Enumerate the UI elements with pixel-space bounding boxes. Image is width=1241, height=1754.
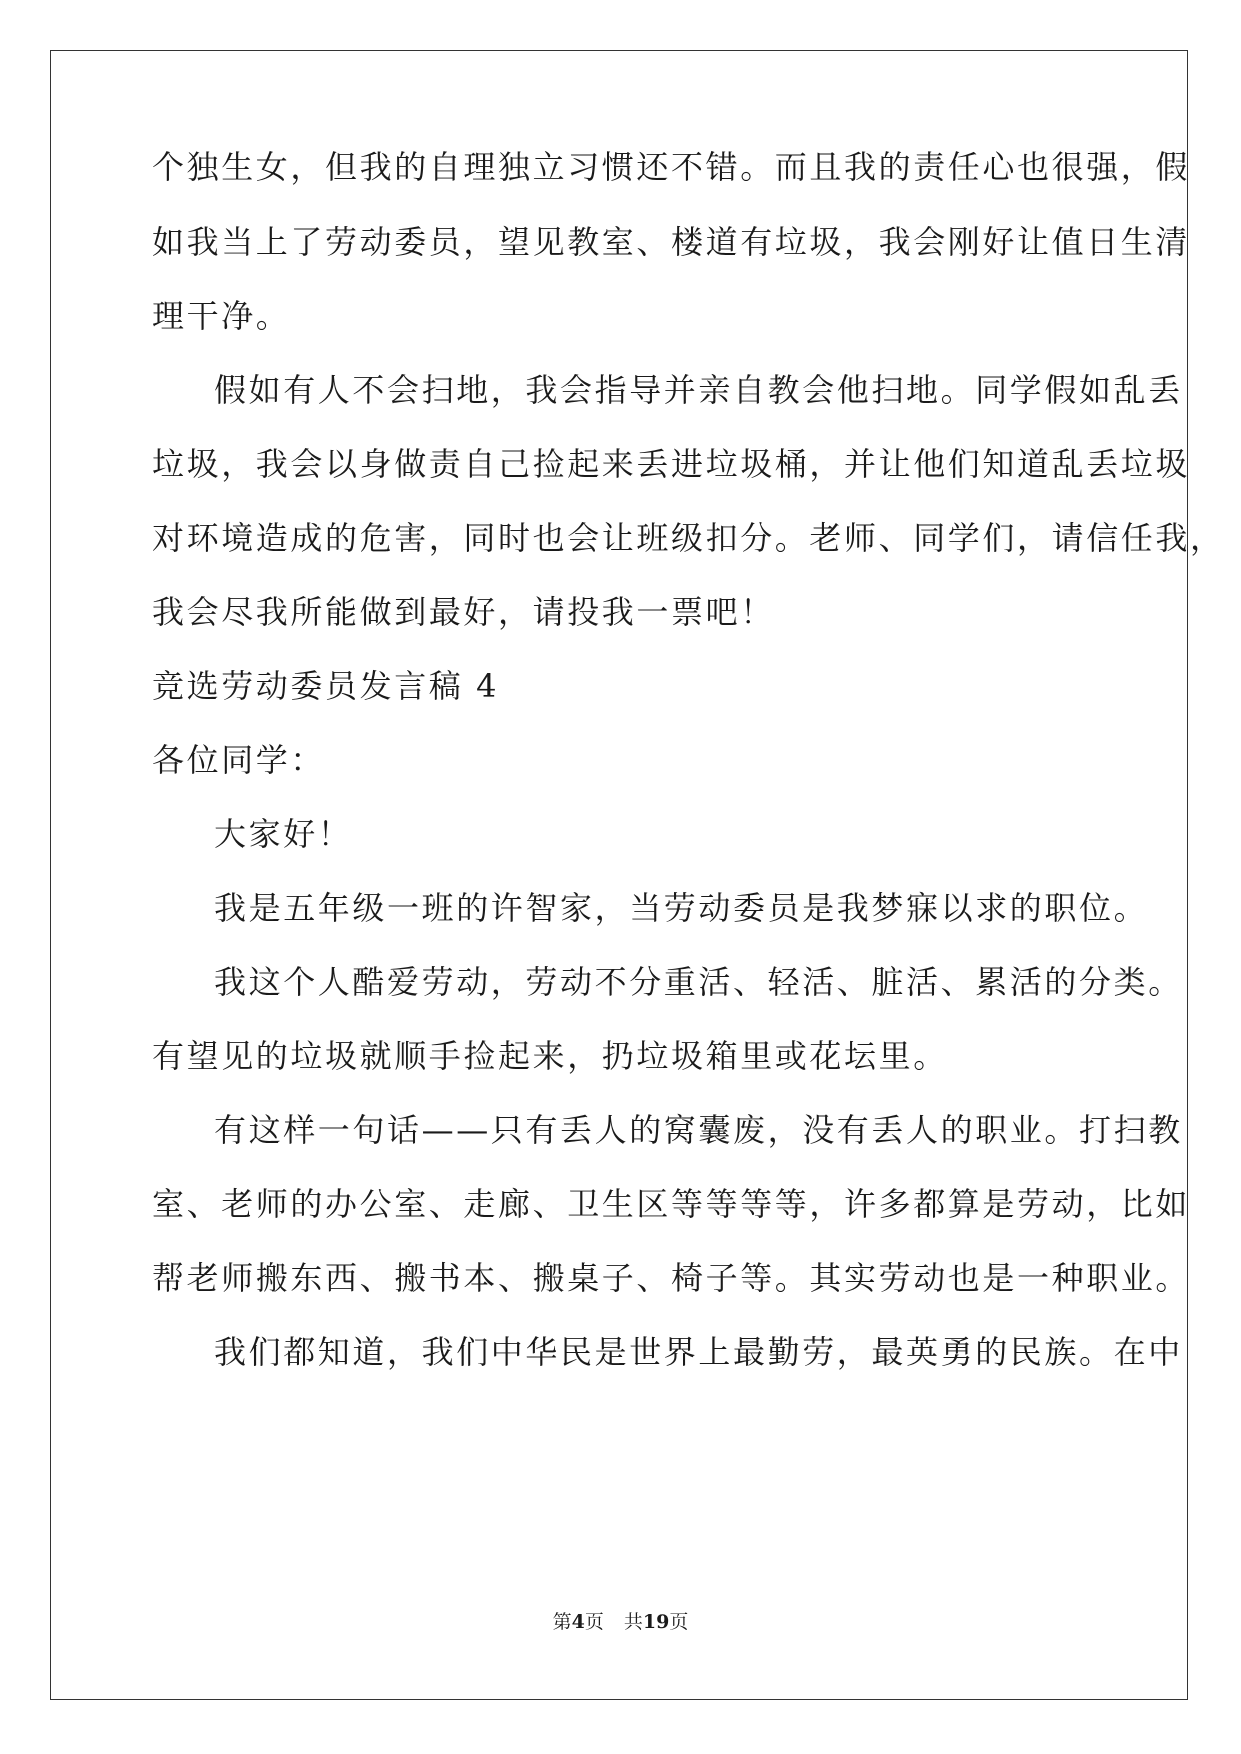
body-line: 如我当上了劳动委员，望见教室、楼道有垃圾，我会刚好让值日生清 bbox=[152, 223, 1191, 261]
page-footer bbox=[0, 1610, 1241, 1634]
body-line: 个独生女，但我的自理独立习惯还不错。而且我的责任心也很强，假 bbox=[152, 148, 1191, 186]
body-line: 垃圾，我会以身做责自己捡起来丢进垃圾桶，并让他们知道乱丢垃圾 bbox=[152, 445, 1191, 483]
section-heading: 竞选劳动委员发言稿 4 bbox=[152, 667, 500, 705]
body-line: 我是五年级一班的许智家，当劳动委员是我梦寐以求的职位。 bbox=[214, 889, 1149, 927]
body-line: 假如有人不会扫地，我会指导并亲自教会他扫地。同学假如乱丢 bbox=[214, 371, 1183, 409]
body-line: 我这个人酷爱劳动，劳动不分重活、轻活、脏活、累活的分类。 bbox=[214, 963, 1183, 1001]
body-line: 我会尽我所能做到最好，请投我一票吧！ bbox=[152, 593, 775, 631]
body-line: 有这样一句话——只有丢人的窝囊废，没有丢人的职业。打扫教 bbox=[214, 1111, 1183, 1149]
body-line: 有望见的垃圾就顺手捡起来，扔垃圾箱里或花坛里。 bbox=[152, 1037, 948, 1075]
salutation: 各位同学： bbox=[152, 741, 326, 779]
body-line: 理干净。 bbox=[152, 297, 291, 335]
body-line: 对环境造成的危害，同时也会让班级扣分。老师、同学们，请信任我， bbox=[152, 519, 1225, 557]
body-line: 帮老师搬东西、搬书本、搬桌子、椅子等。其实劳动也是一种职业。 bbox=[152, 1259, 1191, 1297]
body-line: 室、老师的办公室、走廊、卫生区等等等等，许多都算是劳动，比如 bbox=[152, 1185, 1191, 1223]
greeting: 大家好！ bbox=[214, 815, 353, 853]
page-prefix: 第 bbox=[552, 1611, 572, 1633]
total-pages: 19 bbox=[642, 1611, 670, 1633]
total-suffix: 页 bbox=[669, 1611, 689, 1633]
total-prefix: 共 bbox=[623, 1611, 643, 1633]
page-number: 4 bbox=[571, 1611, 585, 1633]
page-suffix: 页 bbox=[584, 1611, 604, 1633]
body-line: 我们都知道，我们中华民是世界上最勤劳，最英勇的民族。在中 bbox=[214, 1333, 1183, 1371]
